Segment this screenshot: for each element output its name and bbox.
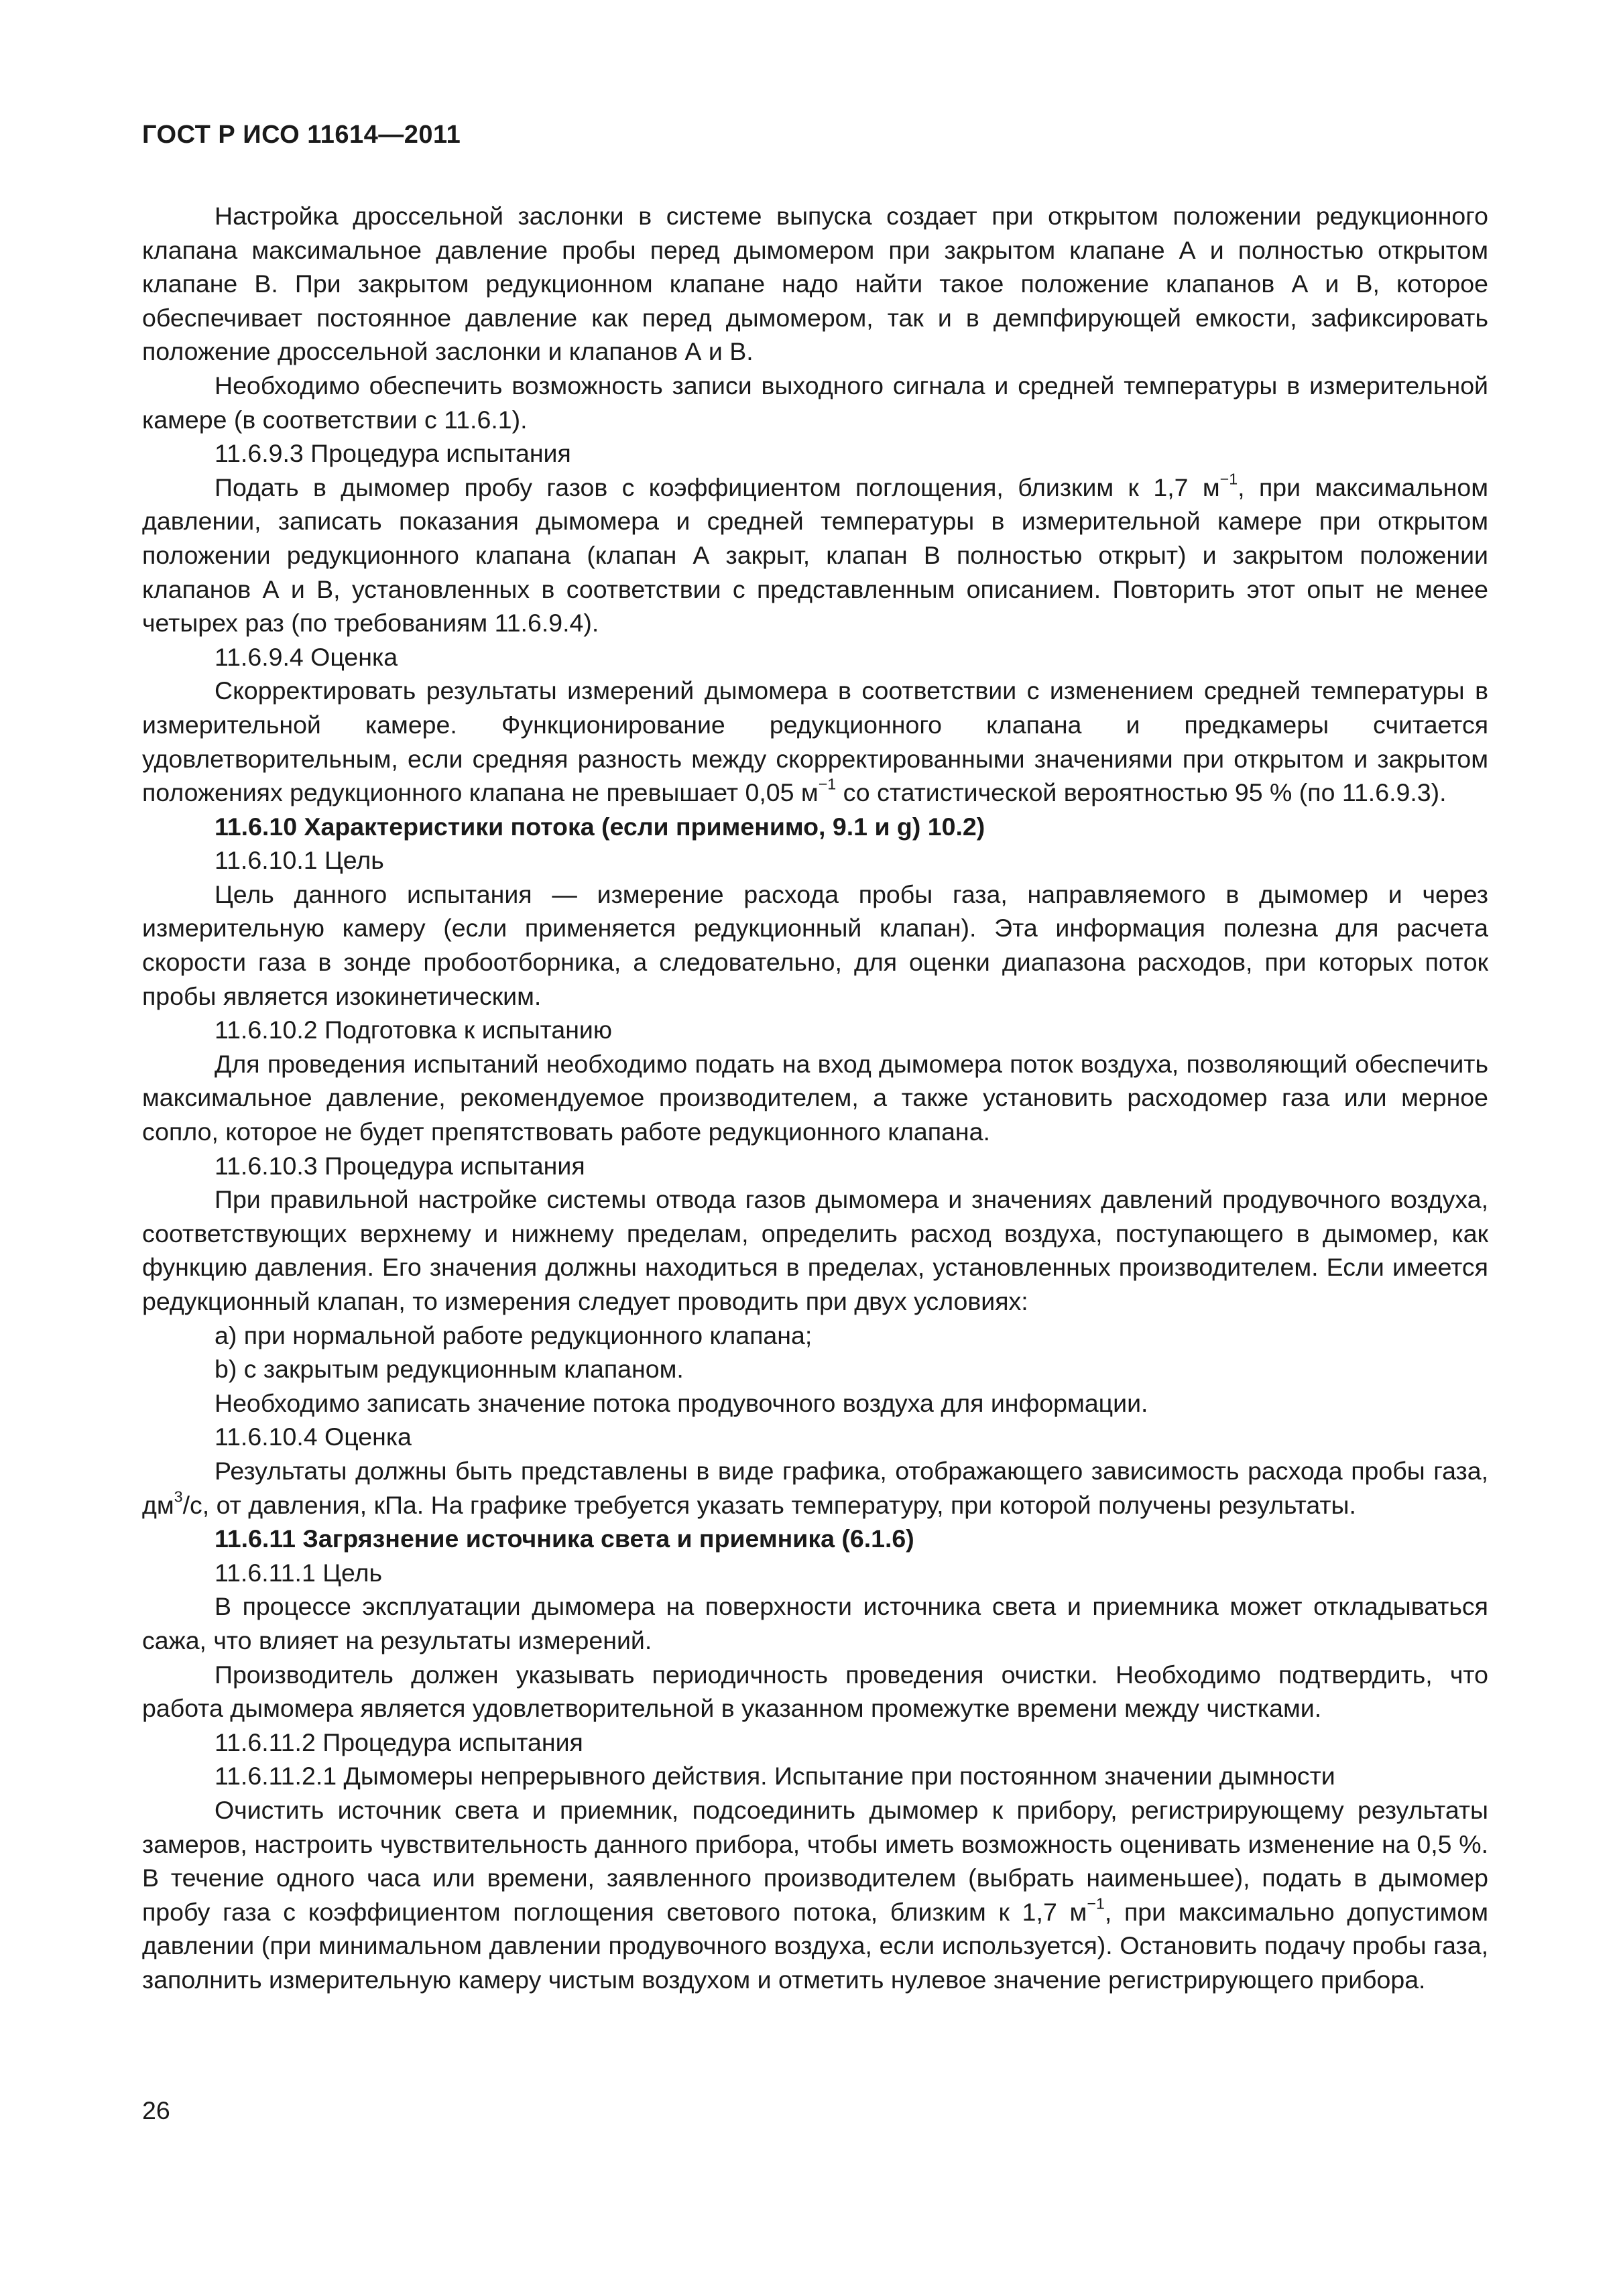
text-run: со статистической вероятностью 95 % (по 11.6.9.3).: [836, 778, 1447, 807]
list-item: b) с закрытым редукционным клапаном.: [215, 1355, 684, 1384]
subsection-title: 11.6.11.2.1 Дымомеры непрерывного действия. Испытание при постоянном значении дымности: [215, 1762, 1335, 1791]
text-run: , при максимально допустимом давлении (при минимальном давлении продувочного воздуха, если используется). Остановить подачу пробы газа, заполнить измерительную камеру чистым воздухом и отметить нулевое значение регистрирующего прибора.: [142, 1897, 1488, 1994]
subsection-title: 11.6.9.4 Оценка: [215, 642, 398, 671]
paragraph: Необходимо обеспечить возможность записи выходного сигнала и средней температуры в измерительной камере (в соответствии с 11.6.1).: [142, 371, 1488, 434]
paragraph: При правильной настройке системы отвода газов дымомера и значениях давлений продувочного воздуха, соответствующих верхнему и нижнему пределам, определить расход воздуха, поступающего в дымомер, как функцию давления. Его значения должны находиться в пределах, установленных производителем. Если имеется редукционный клапан, то измерения следует проводить при двух условиях:: [142, 1185, 1488, 1315]
superscript: −1: [1087, 1894, 1105, 1913]
document-body: [142, 199, 1488, 1996]
subsection-title: 11.6.10.4 Оценка: [215, 1423, 412, 1451]
superscript: −1: [1219, 470, 1238, 488]
paragraph: Необходимо записать значение потока продувочного воздуха для информации.: [215, 1388, 1148, 1417]
text-run: /с, от давления, кПа. На графике требуется указать температуру, при которой получены результаты.: [182, 1490, 1356, 1519]
paragraph: [142, 674, 1488, 809]
section-heading: 11.6.10 Характеристики потока (если применимо, 9.1 и g) 10.2): [215, 812, 985, 841]
page-number: 26: [142, 2096, 170, 2124]
superscript: −1: [818, 775, 837, 793]
paragraph: [142, 1454, 1488, 1522]
paragraph: [142, 1793, 1488, 1997]
subsection-title: 11.6.11.1 Цель: [215, 1558, 383, 1587]
standard-designation: ГОСТ Р ИСО 11614—2011: [142, 121, 461, 149]
text-run: Подать в дымомер пробу газов с коэффициентом поглощения, близким к 1,7 м: [215, 473, 1220, 501]
paragraph: Производитель должен указывать периодичность проведения очистки. Необходимо подтвердить, что работа дымомера является удовлетворительной в указанном промежутке времени между чистками.: [142, 1660, 1488, 1723]
subsection-title: 11.6.10.2 Подготовка к испытанию: [215, 1016, 612, 1044]
section-heading: 11.6.11 Загрязнение источника света и приемника (6.1.6): [215, 1524, 914, 1553]
text-run: Очистить источник света и приемник, подсоединить дымомер к прибору, регистрирующему результаты замеров, настроить чувствительность данного прибора, чтобы иметь возможность оценивать изменение на 0,5 %. В течение одного часа или времени, заявленного производителем (выбрать наименьшее), подать в дымомер пробу газа с коэффициентом поглощения светового потока, близким к 1,7 м: [142, 1795, 1488, 1926]
paragraph: Настройка дроссельной заслонки в системе выпуска создает при открытом положении редукционного клапана максимальное давление пробы перед дымомером при закрытом клапане А и полностью открытом клапане В. При закрытом редукционном клапане надо найти такое положение клапанов А и В, которое обеспечивает постоянное давление как перед дымомером, так и в демпфирующей емкости, зафиксировать положение дроссельной заслонки и клапанов А и В.: [142, 202, 1488, 366]
subsection-title: 11.6.9.3 Процедура испытания: [215, 439, 571, 468]
paragraph: Цель данного испытания — измерение расхода пробы газа, направляемого в дымомер и через измерительную камеру (если применяется редукционный клапан). Эта информация полезна для расчета скорости газа в зонде пробоотборника, а следовательно, для оценки диапазона расходов, при которых поток пробы является изокинетическим.: [142, 880, 1488, 1010]
subsection-title: 11.6.11.2 Процедура испытания: [215, 1728, 583, 1756]
text-run: Результаты должны быть представлены в виде графика, отображающего зависимость расхода пробы газа, дм: [142, 1456, 1488, 1519]
paragraph: В процессе эксплуатации дымомера на поверхности источника света и приемника может откладываться сажа, что влияет на результаты измерений.: [142, 1592, 1488, 1654]
text-run: , при максимальном давлении, записать показания дымомера и средней температуры в измерительной камере при открытом положении редукционного клапана (клапан А закрыт, клапан В полностью открыт) и закрытом положении клапанов А и В, установленных в соответствии с представленным описанием. Повторить этот опыт не менее четырех раз (по требованиям 11.6.9.4).: [142, 473, 1489, 638]
subsection-title: 11.6.10.1 Цель: [215, 846, 384, 875]
list-item: а) при нормальной работе редукционного клапана;: [215, 1321, 813, 1349]
paragraph: [142, 471, 1488, 640]
subsection-title: 11.6.10.3 Процедура испытания: [215, 1151, 585, 1180]
paragraph: Для проведения испытаний необходимо подать на вход дымомера поток воздуха, позволяющий обеспечить максимальное давление, рекомендуемое производителем, а также установить расходомер газа или мерное сопло, которое не будет препятствовать работе редукционного клапана.: [142, 1049, 1488, 1146]
superscript: 3: [174, 1488, 183, 1506]
text-run: Скорректировать результаты измерений дымомера в соответствии с изменением средней температуры в измерительной камере. Функционирование редукционного клапана и предкамеры считается удовлетворительным, если средняя разность между скорректированными значениями при открытом и закрытом положениях редукционного клапана не превышает 0,05 м: [142, 676, 1488, 807]
